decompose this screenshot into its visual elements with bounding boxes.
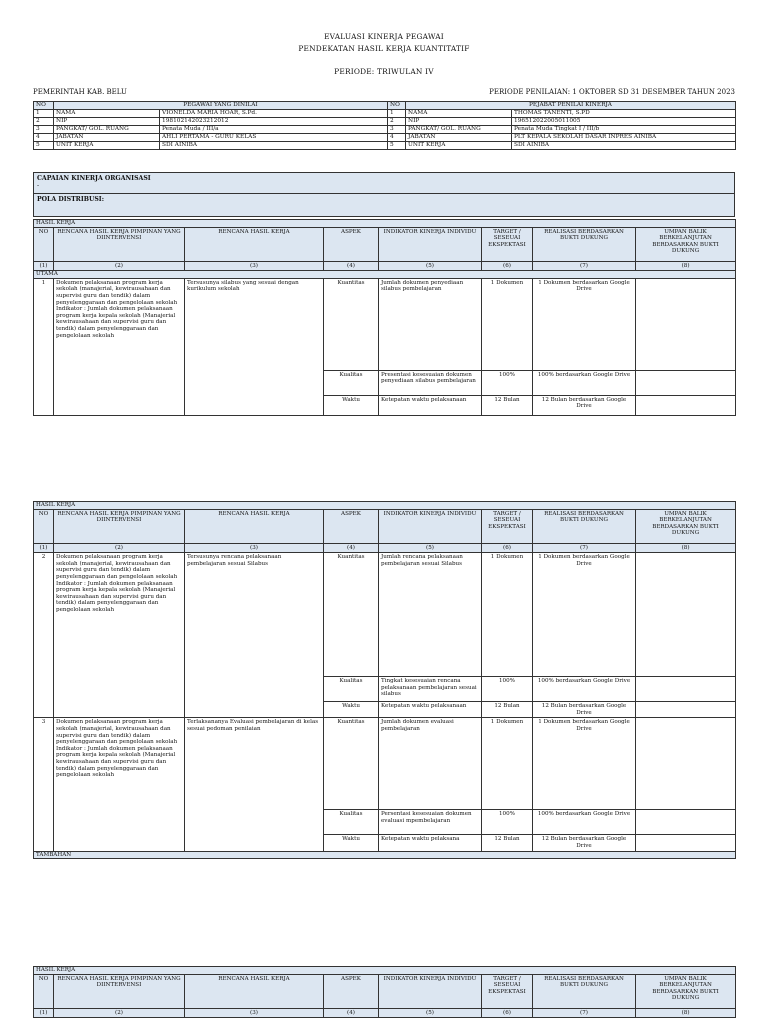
hasil-kerja-label-row bbox=[34, 502, 736, 510]
column-header-no: NO bbox=[34, 509, 54, 543]
rencana-hasil-kerja-cell: Tersusunya silabus yang sesuai dengan kurikulum sekolah bbox=[185, 278, 324, 415]
hasil-kerja-row bbox=[34, 278, 736, 370]
pegawai-row bbox=[34, 134, 736, 142]
row-no: 2 bbox=[388, 118, 406, 126]
column-number: (1) bbox=[34, 1008, 54, 1018]
doc-title: EVALUASI KINERJA PEGAWAI bbox=[324, 32, 444, 41]
target-cell: 1 Dokumen bbox=[482, 718, 533, 810]
field-value-dinilai: 198102142023212012 bbox=[160, 118, 388, 126]
hasil-kerja-label: HASIL KERJA bbox=[34, 502, 736, 510]
column-number: (4) bbox=[324, 543, 379, 553]
umpan-balik-cell bbox=[636, 370, 736, 395]
indikator-cell: Ketepatan waktu pelaksanaan bbox=[379, 395, 482, 415]
column-number: (7) bbox=[533, 543, 636, 553]
aspek-cell: Kualitas bbox=[324, 370, 379, 395]
column-number: (2) bbox=[54, 1008, 185, 1018]
row-no: 3 bbox=[388, 126, 406, 134]
row-no: 2 bbox=[34, 118, 54, 126]
column-number: (6) bbox=[482, 261, 533, 271]
column-header-row bbox=[34, 227, 736, 261]
column-number: (2) bbox=[54, 261, 185, 271]
aspek-cell: Kualitas bbox=[324, 677, 379, 702]
column-header-aspek: ASPEK bbox=[324, 509, 379, 543]
column-header-target: TARGET / SESEUAI EKSPEKTASI bbox=[482, 227, 533, 261]
column-number: (3) bbox=[185, 543, 324, 553]
column-number: (7) bbox=[533, 1008, 636, 1018]
column-header-umpan: UMPAN BALIK BERKELANJUTAN BERDASARKAN BUKTI DUKUNG bbox=[636, 509, 736, 543]
field-label: NIP bbox=[406, 118, 512, 126]
capaian-label: CAPAIAN KINERJA ORGANISASI bbox=[37, 175, 151, 182]
realisasi-cell: 12 Bulan berdasarkan Google Drive bbox=[533, 395, 636, 415]
hasil-kerja-header bbox=[34, 220, 736, 271]
aspek-cell: Kuantitas bbox=[324, 718, 379, 810]
hasil-kerja-table-1 bbox=[33, 219, 736, 416]
aspek-cell: Waktu bbox=[324, 702, 379, 718]
field-value-dinilai: VIONELDA MARIA HOAR, S.Pd. bbox=[160, 110, 388, 118]
capaian-value: - bbox=[37, 182, 40, 189]
hasil-kerja-table-2 bbox=[33, 501, 736, 859]
realisasi-cell: 100% berdasarkan Google Drive bbox=[533, 810, 636, 835]
row-no: 3 bbox=[34, 126, 54, 134]
target-cell: 12 Bulan bbox=[482, 702, 533, 718]
target-cell: 100% bbox=[482, 810, 533, 835]
column-number: (2) bbox=[54, 543, 185, 553]
field-label: UNIT KERJA bbox=[406, 142, 512, 150]
column-number: (8) bbox=[636, 1008, 736, 1018]
item-no: 3 bbox=[34, 718, 54, 851]
pegawai-row bbox=[34, 118, 736, 126]
column-header-aspek: ASPEK bbox=[324, 227, 379, 261]
column-header-indikator: INDIKATOR KINERJA INDIVIDU bbox=[379, 227, 482, 261]
indikator-cell: Persentasi kesesuaian dokumen evaluasi mpembelajaran bbox=[379, 810, 482, 835]
umpan-balik-cell bbox=[636, 395, 736, 415]
umpan-balik-cell bbox=[636, 702, 736, 718]
row-no: 5 bbox=[388, 142, 406, 150]
rencana-pimpinan-cell: Dokumen pelaksanaan program kerja sekolah (manajerial, kewirausahaan dan supervisi guru dan tendik) dalam penyelenggaraan dan pengelolaan sekolah Indikator : Jumlah dokumen pelaksanaan program kerja kepala sekolah (Manajerial kewirausahaan dan supervisi guru dan tendik) dalam penyelenggaraan dan pengelolaan sekolah bbox=[54, 278, 185, 415]
column-number-row bbox=[34, 1008, 736, 1018]
periode-penilaian-label: PERIODE PENILAIAN: 1 OKTOBER SD 31 DESEMBER TAHUN 2023 bbox=[489, 88, 735, 96]
pegawai-row bbox=[34, 142, 736, 150]
aspek-cell: Kualitas bbox=[324, 810, 379, 835]
hasil-kerja-table-3 bbox=[33, 966, 736, 1018]
column-number: (3) bbox=[185, 261, 324, 271]
indikator-cell: Ketepatan waktu pelaksana bbox=[379, 835, 482, 851]
realisasi-cell: 12 Bulan berdasarkan Google Drive bbox=[533, 835, 636, 851]
column-number: (6) bbox=[482, 1008, 533, 1018]
column-header-indikator: INDIKATOR KINERJA INDIVIDU bbox=[379, 974, 482, 1008]
column-number: (1) bbox=[34, 261, 54, 271]
column-header-no: NO bbox=[34, 227, 54, 261]
column-header-rencana-pimpinan: RENCANA HASIL KERJA PIMPINAN YANG DIINTERVENSI bbox=[54, 974, 185, 1008]
umpan-balik-cell bbox=[636, 718, 736, 810]
column-header-rencana-pimpinan: RENCANA HASIL KERJA PIMPINAN YANG DIINTERVENSI bbox=[54, 509, 185, 543]
pegawai-row bbox=[34, 110, 736, 118]
hasil-kerja-header bbox=[34, 967, 736, 1018]
column-number-row bbox=[34, 543, 736, 553]
column-number: (1) bbox=[34, 543, 54, 553]
header-penilai: PEJABAT PENILAI KINERJA bbox=[406, 102, 736, 110]
item-no: 1 bbox=[34, 278, 54, 415]
field-value-penilai: SDI AINIBA bbox=[512, 142, 736, 150]
hasil-kerja-row bbox=[34, 553, 736, 677]
column-number: (4) bbox=[324, 261, 379, 271]
pegawai-row bbox=[34, 126, 736, 134]
rencana-pimpinan-cell: Dokumen pelaksanaan program kerja sekolah (manajerial, kewirausahaan dan supervisi guru dan tendik) dalam penyelenggaraan dan pengelolaan sekolah Indikator : Jumlah dokumen pelaksanaan program kerja kepala sekolah (Manajerial kewirausahaan dan supervisi guru dan tendik) dalam penyelenggaraan dan pengelolaan sekolah bbox=[54, 553, 185, 718]
realisasi-cell: 1 Dokumen berdasarkan Google Drive bbox=[533, 553, 636, 677]
indikator-cell: Jumlah dokumen penyediaan silabus pembelajaran bbox=[379, 278, 482, 370]
column-header-aspek: ASPEK bbox=[324, 974, 379, 1008]
field-label: JABATAN bbox=[54, 134, 160, 142]
aspek-cell: Waktu bbox=[324, 395, 379, 415]
column-header-realisasi: REALISASI BERDASARKAN BUKTI DUKUNG bbox=[533, 227, 636, 261]
column-header-realisasi: REALISASI BERDASARKAN BUKTI DUKUNG bbox=[533, 974, 636, 1008]
row-no: 4 bbox=[34, 134, 54, 142]
column-header-rencana-pimpinan: RENCANA HASIL KERJA PIMPINAN YANG DIINTERVENSI bbox=[54, 227, 185, 261]
header-dinilai: PEGAWAI YANG DINILAI bbox=[54, 102, 388, 110]
column-header-target: TARGET / SESEUAI EKSPEKTASI bbox=[482, 509, 533, 543]
aspek-cell: Kuantitas bbox=[324, 553, 379, 677]
pegawai-header-row bbox=[34, 102, 736, 110]
column-number: (8) bbox=[636, 543, 736, 553]
realisasi-cell: 12 Bulan berdasarkan Google Drive bbox=[533, 702, 636, 718]
hasil-kerja-label-row bbox=[34, 967, 736, 975]
column-number: (8) bbox=[636, 261, 736, 271]
target-cell: 12 Bulan bbox=[482, 835, 533, 851]
indikator-cell: Jumlah rencana pelaksanaan pembelajaran sesuai Silabus bbox=[379, 553, 482, 677]
pegawai-table bbox=[33, 101, 736, 150]
realisasi-cell: 100% berdasarkan Google Drive bbox=[533, 370, 636, 395]
field-label: NAMA bbox=[54, 110, 160, 118]
column-header-rencana: RENCANA HASIL KERJA bbox=[185, 509, 324, 543]
umpan-balik-cell bbox=[636, 677, 736, 702]
umpan-balik-cell bbox=[636, 810, 736, 835]
column-header-realisasi: REALISASI BERDASARKAN BUKTI DUKUNG bbox=[533, 509, 636, 543]
target-cell: 100% bbox=[482, 677, 533, 702]
field-value-penilai: Penata Muda Tingkat I / III/b bbox=[512, 126, 736, 134]
rencana-pimpinan-cell: Dokumen pelaksanaan program kerja sekolah (manajerial, kewirausahaan dan supervisi guru dan tendik) dalam penyelenggaraan dan pengelolaan sekolah Indikator : Jumlah dokumen pelaksanaan program kerja kepala sekolah (Manajerial kewirausahaan dan supervisi guru dan tendik) dalam penyelenggaraan dan pengelolaan sekolah bbox=[54, 718, 185, 851]
row-no: 4 bbox=[388, 134, 406, 142]
target-cell: 1 Dokumen bbox=[482, 278, 533, 370]
column-number: (5) bbox=[379, 543, 482, 553]
column-header-target: TARGET / SESEUAI EKSPEKTASI bbox=[482, 974, 533, 1008]
column-header-indikator: INDIKATOR KINERJA INDIVIDU bbox=[379, 509, 482, 543]
capaian-kinerja-box bbox=[33, 172, 735, 194]
column-header-umpan: UMPAN BALIK BERKELANJUTAN BERDASARKAN BUKTI DUKUNG bbox=[636, 974, 736, 1008]
realisasi-cell: 100% berdasarkan Google Drive bbox=[533, 677, 636, 702]
field-value-penilai: 196512022005011005 bbox=[512, 118, 736, 126]
column-number-row bbox=[34, 261, 736, 271]
row-no: 1 bbox=[34, 110, 54, 118]
realisasi-cell: 1 Dokumen berdasarkan Google Drive bbox=[533, 278, 636, 370]
umpan-balik-cell bbox=[636, 553, 736, 677]
hasil-kerja-label: HASIL KERJA bbox=[34, 967, 736, 975]
field-label: PANGKAT/ GOL. RUANG bbox=[54, 126, 160, 134]
column-header-rencana: RENCANA HASIL KERJA bbox=[185, 227, 324, 261]
column-number: (3) bbox=[185, 1008, 324, 1018]
rencana-hasil-kerja-cell: Terlaksananya Evaluasi pembelajaran di kelas sesuai pedoman penilaian bbox=[185, 718, 324, 851]
utama-row: UTAMA bbox=[34, 271, 736, 279]
pola-label: POLA DISTRIBUSI: bbox=[37, 196, 104, 203]
aspek-cell: Waktu bbox=[324, 835, 379, 851]
realisasi-cell: 1 Dokumen berdasarkan Google Drive bbox=[533, 718, 636, 810]
column-header-umpan: UMPAN BALIK BERKELANJUTAN BERDASARKAN BUKTI DUKUNG bbox=[636, 227, 736, 261]
tambahan-row: TAMBAHAN bbox=[34, 851, 736, 859]
indikator-cell: Presentasi kesesuaian dokumen penyediaan silabus pembelajaran bbox=[379, 370, 482, 395]
indikator-cell: Jumlah dokumen evaluasi pembelajaran bbox=[379, 718, 482, 810]
field-label: UNIT KERJA bbox=[54, 142, 160, 150]
field-label: NAMA bbox=[406, 110, 512, 118]
field-label: NIP bbox=[54, 118, 160, 126]
umpan-balik-cell bbox=[636, 278, 736, 370]
item-no: 2 bbox=[34, 553, 54, 718]
hasil-kerja-row bbox=[34, 718, 736, 810]
hasil-kerja-header bbox=[34, 502, 736, 553]
field-label: PANGKAT/ GOL. RUANG bbox=[406, 126, 512, 134]
row-no: 1 bbox=[388, 110, 406, 118]
doc-subtitle: PENDEKATAN HASIL KERJA KUANTITATIF bbox=[298, 44, 470, 53]
doc-periode: PERIODE: TRIWULAN IV bbox=[334, 67, 434, 76]
field-label: JABATAN bbox=[406, 134, 512, 142]
field-value-penilai: THOMAS TANENTI, S.PD bbox=[512, 110, 736, 118]
col-no: NO bbox=[388, 102, 406, 110]
column-header-rencana: RENCANA HASIL KERJA bbox=[185, 974, 324, 1008]
column-number: (5) bbox=[379, 1008, 482, 1018]
indikator-cell: Tingkat kesesuaian rencana pelaksanaan pembelajaran sesuai silabus bbox=[379, 677, 482, 702]
field-value-dinilai: AHLI PERTAMA - GURU KELAS bbox=[160, 134, 388, 142]
column-number: (6) bbox=[482, 543, 533, 553]
column-header-row bbox=[34, 509, 736, 543]
aspek-cell: Kuantitas bbox=[324, 278, 379, 370]
col-no: NO bbox=[34, 102, 54, 110]
indikator-cell: Ketepatan waktu pelaksanaan bbox=[379, 702, 482, 718]
row-no: 5 bbox=[34, 142, 54, 150]
field-value-dinilai: Penata Muda / III/a bbox=[160, 126, 388, 134]
pola-distribusi-box bbox=[33, 193, 735, 217]
target-cell: 1 Dokumen bbox=[482, 553, 533, 677]
column-number: (7) bbox=[533, 261, 636, 271]
column-header-row bbox=[34, 974, 736, 1008]
column-header-no: NO bbox=[34, 974, 54, 1008]
field-value-penilai: PLT KEPALA SEKOLAH DASAR INPRES AINIBA bbox=[512, 134, 736, 142]
instansi-label: PEMERINTAH KAB. BELU bbox=[33, 88, 127, 96]
column-number: (5) bbox=[379, 261, 482, 271]
field-value-dinilai: SDI AINIBA bbox=[160, 142, 388, 150]
rencana-hasil-kerja-cell: Tersusunya rencana pelaksanaan pembelajaran sesuai Silabus bbox=[185, 553, 324, 718]
target-cell: 12 Bulan bbox=[482, 395, 533, 415]
hasil-kerja-label-row bbox=[34, 220, 736, 228]
target-cell: 100% bbox=[482, 370, 533, 395]
umpan-balik-cell bbox=[636, 835, 736, 851]
hasil-kerja-label: HASIL KERJA bbox=[34, 220, 736, 228]
column-number: (4) bbox=[324, 1008, 379, 1018]
